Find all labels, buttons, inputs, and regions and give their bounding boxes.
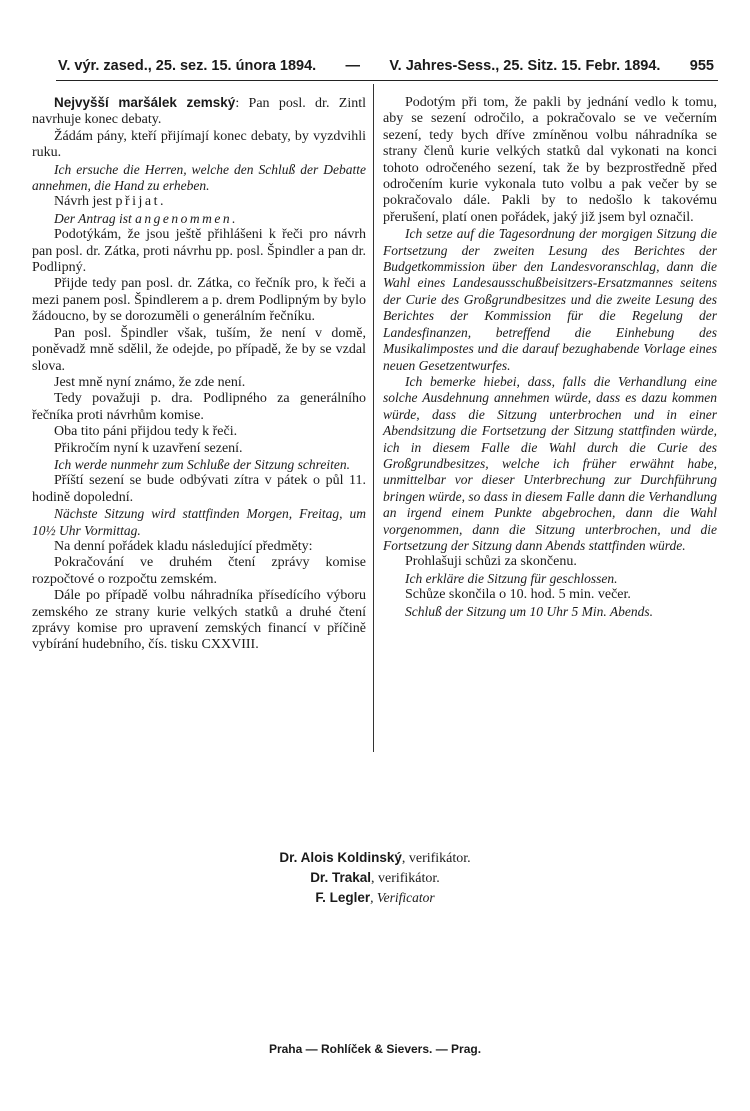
paragraph: Prohlašuji schůzi za skončenu.: [405, 554, 577, 570]
paragraph: Přijde tedy pan posl. dr. Zátka, co řečník pro, k řeči a mezi panem posl. Špindlerem a p. drem Podlipným by bylo žádoucno, by se dorozuměli o generálním řečníku.: [32, 276, 366, 325]
paragraph: Příští sezení se bude odbývati zítra v pátek o půl 11. hodině dopolední.: [32, 473, 366, 505]
header-german: V. Jahres-Sess., 25. Sitz. 15. Febr. 1894.: [389, 58, 661, 74]
paragraph: Pokračování ve druhém čtení zprávy komise rozpočtové o rozpočtu zemském.: [32, 555, 366, 587]
running-header: [58, 58, 714, 74]
paragraph-german: Nächste Sitzung wird stattfinden Morgen, Freitag, um 10½ Uhr Vormittag.: [32, 506, 366, 538]
paragraph: Podotým při tom, že pakli by jednání vedlo k tomu, aby se sezení odročilo, a pokračovalo se ve večerním sezení, tedy bych dříve zmíněnou volbu náhradníka se strany členů kurie velkých statků dal vykonati na konci tohoto odročeného sezení, tak že by bezprostředně před odročením kurie vykonala tuto volbu a pak večer by se pokračovalo dále. Pakli by to nedošlo k takovému přerušení, platí onen pořádek, jaký již jsem byl označil.: [383, 95, 717, 225]
printer-imprint: Praha — Rohlíček & Sievers. — Prag.: [268, 1042, 482, 1056]
paragraph-german: Schluß der Sitzung um 10 Uhr 5 Min. Abends.: [405, 603, 653, 619]
verifier-name: Dr. Alois Koldinský: [279, 850, 402, 865]
paragraph: Přikročím nyní k uzavření sezení.: [54, 440, 243, 456]
paragraph-german: Ich setze auf die Tagesordnung der morgigen Sitzung die Fortsetzung der zweiten Lesung des Berichtes der Budgetkommission über den Landesvoranschlag, dann die Wahl eines Landesausschußbeisitzers-Ersatzmannes seitens der Curie des Großgrundbesitzes und die zweite Lesung des Berichtes der Kommission für die Regelung der Landesfinanzen, betreffend die Einhebung des Musikalimpostes und die darauf bezughabende Vorlage eines neuen Gesetzentwurfes.: [383, 226, 717, 373]
verifier-name: F. Legler: [315, 890, 371, 905]
paragraph: Na denní pořádek kladu následující předměty:: [54, 538, 313, 554]
paragraph: Návrh jest přijat.: [54, 194, 164, 210]
right-column: [383, 95, 717, 620]
left-column: [32, 95, 366, 654]
verifier-name: Dr. Trakal: [310, 870, 371, 885]
signature-line: Dr. Alois Koldinský, verifikátor.: [279, 850, 471, 866]
page-number: 955: [689, 58, 714, 74]
paragraph: Tedy považuji p. dra. Podlipného za generálního řečníka proti návrhům komise.: [32, 391, 366, 423]
paragraph-german: Ich werde nunmehr zum Schluße der Sitzung schreiten.: [54, 456, 350, 472]
paragraph-german: Der Antrag ist angenommen.: [54, 210, 236, 226]
paragraph: Oba tito páni přijdou tedy k řeči.: [54, 424, 238, 440]
paragraph: Jest mně nyní známo, že zde není.: [54, 374, 246, 390]
column-divider: [373, 84, 374, 752]
paragraph-german: Ich erkläre die Sitzung für geschlossen.: [405, 570, 618, 586]
header-czech: V. výr. zased., 25. sez. 15. února 1894.: [58, 58, 317, 74]
paragraph-german: Ich ersuche die Herren, welche den Schluß der Debatte annehmen, die Hand zu erheben.: [32, 161, 366, 194]
speaker-name: Nejvyšší maršálek zemský: [54, 95, 236, 110]
paragraph-german: Ich bemerke hiebei, dass, falls die Verhandlung eine solche Ausdehnung annehmen würde, dass es dazu kommen würde, dass die Sitzung unterbrochen und in einer Abendsitzung die Fortsetzung der Sitzung stattfinden würde, ich in diesem Falle die Wahl durch die Curie des Großgrundbesitzes, welche ich früher erwähnt habe, unmittelbar vor dieser Unterbrechung zur Durchführung bringen würde, so dass in diesem Falle dann die Verhandlung an irgend einem Punkte abgebrochen, dann die Wahl vorgenommen, dann die Sitzung unterbrochen, und die Fortsetzung der Sitzung dann Abends stattfinden würde.: [383, 373, 717, 553]
signature-line: Dr. Trakal, verifikátor.: [310, 870, 440, 886]
paragraph: Žádám pány, kteří přijímají konec debaty, by vyzdvihli ruku.: [32, 128, 366, 161]
paragraph: Dále po případě volbu náhradníka přísedícího výboru zemského ze strany kurie velkých statků a druhé čtení zprávy komise pro upravení zemských financí v příčině vybírání hudebního, čís. tisku CXXVIII.: [32, 588, 366, 653]
header-dash: —: [345, 58, 361, 74]
paragraph: Schůze skončila o 10. hod. 5 min. večer.: [405, 587, 631, 603]
paragraph: Pan posl. Špindler však, tuším, že není v domě, poněvadž mně sdělil, že odejde, po případě, že by se vzdal slova.: [32, 325, 366, 374]
paragraph: Nejvyšší maršálek zemský: Pan posl. dr. Zintl navrhuje konec debaty.: [32, 95, 366, 128]
signature-line: F. Legler, Verificator: [315, 890, 435, 905]
paragraph: Podotýkám, že jsou ještě přihlášeni k řeči pro návrh pan posl. dr. Zátka, proti návrhu pp. posl. Špindler a pan dr. Podlipný.: [32, 227, 366, 276]
header-rule: [56, 80, 718, 81]
